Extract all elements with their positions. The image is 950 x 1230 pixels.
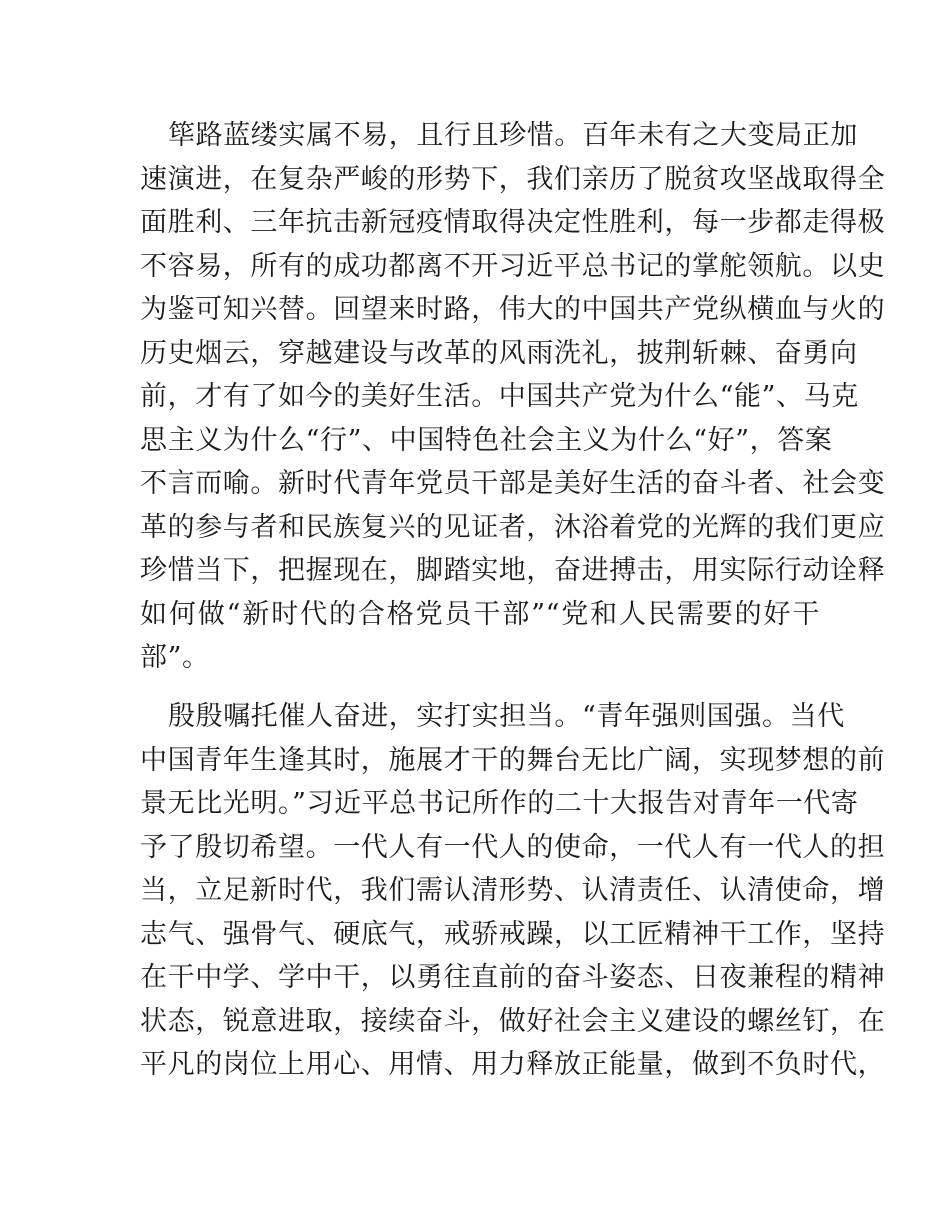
paragraph-line: 景无比光明。”习近平总书记所作的二十大报告对青年一代寄	[140, 788, 859, 819]
paragraph-line: 前，才有了如今的美好生活。中国共产党为什么“能”、马克	[140, 381, 859, 412]
paragraph-line: 予了殷切希望。一代人有一代人的使命，一代人有一代人的担	[140, 831, 886, 863]
paragraph-line: 珍惜当下，把握现在，脚踏实地，奋进搏击，用实际行动诠释	[140, 555, 886, 586]
paragraph-line: 志气、强骨气、硬底气，戒骄戒躁，以工匠精神干工作，坚持	[140, 918, 886, 950]
paragraph-line: 历史烟云，穿越建设与改革的风雨洗礼，披荆斩棘、奋勇向	[140, 337, 858, 369]
paragraph-line: 如何做“新时代的合格党员干部”“党和人民需要的好干	[140, 598, 820, 630]
paragraph-line: 状态，锐意进取，接续奋斗，做好社会主义建设的螺丝钉，在	[140, 1005, 886, 1037]
paragraph-line: 不言而喻。新时代青年党员干部是美好生活的奋斗者、社会变	[140, 468, 886, 499]
paragraph-line: 不容易，所有的成功都离不开习近平总书记的掌舵领航。以史	[140, 250, 886, 282]
paragraph-line: 部”。	[140, 642, 210, 673]
paragraph-1	[140, 114, 886, 680]
paragraph-line: 革的参与者和民族复兴的见证者，沐浴着党的光辉的我们更应	[140, 511, 886, 543]
paragraph-2	[140, 695, 886, 1087]
paragraph-line: 为鉴可知兴替。回望来时路，伟大的中国共产党纵横血与火的	[140, 294, 886, 325]
paragraph-line: 平凡的岗位上用心、用情、用力释放正能量，做到不负时代，	[140, 1049, 886, 1080]
paragraph-line: 面胜利、三年抗击新冠疫情取得决定性胜利，每一步都走得极	[140, 207, 886, 238]
paragraph-line: 在干中学、学中干，以勇往直前的奋斗姿态、日夜兼程的精神	[140, 962, 886, 993]
paragraph-line: 中国青年生逢其时，施展才干的舞台无比广阔，实现梦想的前	[140, 744, 886, 776]
paragraph-line: 殷殷嘱托催人奋进，实打实担当。“青年强则国强。当代	[168, 701, 845, 732]
paragraph-line: 筚路蓝缕实属不易，且行且珍惜。百年未有之大变局正加	[168, 120, 858, 151]
paragraph-line: 速演进，在复杂严峻的形势下，我们亲历了脱贫攻坚战取得全	[140, 163, 886, 195]
paragraph-line: 思主义为什么“行”、中国特色社会主义为什么“好”，答案	[140, 424, 833, 456]
paragraph-line: 当，立足新时代，我们需认清形势、认清责任、认清使命，增	[140, 875, 886, 906]
